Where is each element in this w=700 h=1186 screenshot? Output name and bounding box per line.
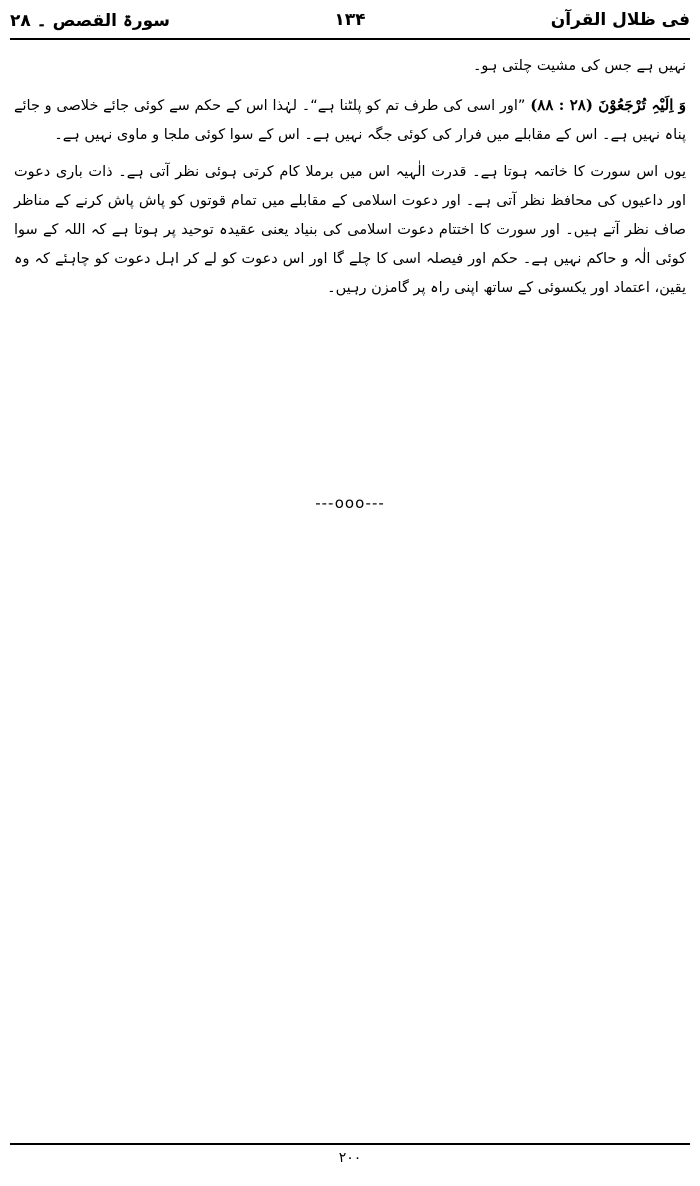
- paragraph-2-text: ”اور اسی کی طرف تم کو پلٹنا ہے“۔ لہٰذا اس کے حکم سے کوئی جائے خلاصی و جائے پناہ نہیں ہے۔ اس کے مقابلے میں فرار کی کوئی جگہ نہیں ہے۔ اس کے سوا کوئی ملجا و ماوی نہیں ہے۔: [14, 98, 686, 143]
- page-footer: [0, 1150, 700, 1166]
- header-rule: [10, 38, 690, 40]
- quran-verse: وَ اِلَیْہِ تُرْجَعُوْنَ (۲۸ : ۸۸): [530, 96, 687, 114]
- paragraph-3: یوں اس سورت کا خاتمہ ہوتا ہے۔ قدرت الٰہیہ اس میں برملا کام کرتی ہوئی نظر آتی ہے۔ ذات باری دعوت اور داعیوں کی محافظ نظر آتی ہے۔ اور دعوت اسلامی کے مقابلے میں تمام قوتوں کو پاش پاش کرنے کے مناظر صاف نظر آتے ہیں۔ اور سورت کا اختتام دعوت اسلامی کی بنیاد یعنی عقیدہ توحید پر ہوتا ہے کہ اللہ کے سوا کوئی الٰہ و حاکم نہیں ہے۔ حکم اور فیصلہ اسی کا چلے گا اور اس دعوت کو لے کر اہل دعوت کو چاہئے کہ وہ یقین، اعتماد اور یکسوئی کے ساتھ اپنی راہ پر گامزن رہیں۔: [14, 164, 686, 296]
- footer-rule: [10, 1143, 690, 1145]
- page-body: [14, 52, 686, 311]
- page-header: [10, 6, 690, 36]
- book-title: فی ظلال القرآن: [550, 10, 690, 30]
- section-separator: ---ooo---: [315, 494, 385, 512]
- page-number: ۱۳۴: [334, 10, 366, 30]
- footer-mark: ۲۰۰: [338, 1150, 362, 1166]
- paragraph-1: نہیں ہے جس کی مشیت چلتی ہو۔: [472, 58, 686, 74]
- surah-title: سورۃ القصص ۔ ۲۸: [10, 11, 170, 31]
- paragraph-2: [14, 91, 686, 150]
